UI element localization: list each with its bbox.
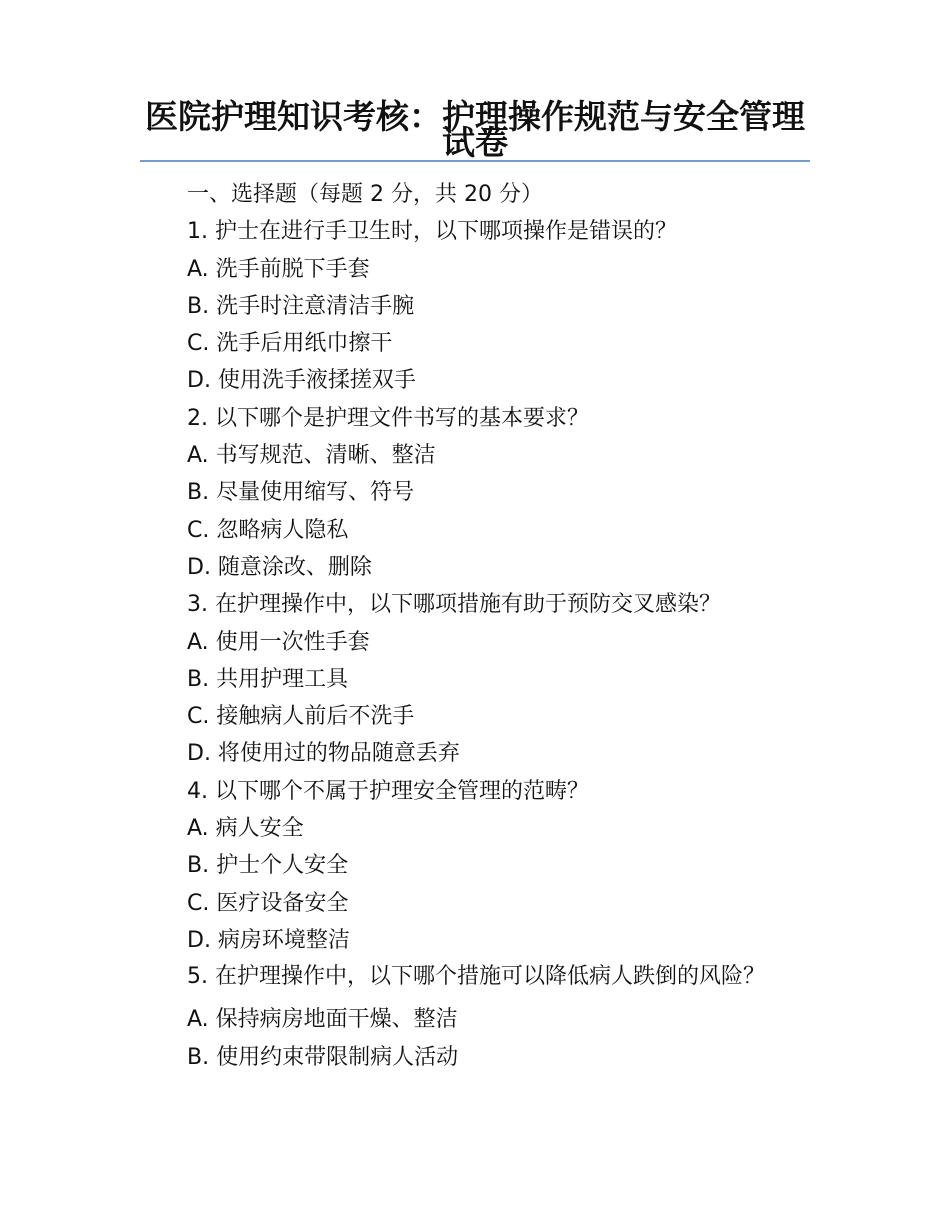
question-option: B. 使用约束带限制病人活动 [187, 1044, 459, 1070]
document-body [140, 176, 810, 1076]
question-option: D. 将使用过的物品随意丢弃 [187, 741, 460, 767]
question-option: A. 书写规范、清晰、整洁 [187, 443, 436, 469]
question-4 [140, 773, 810, 959]
question-option: D. 使用洗手液揉搓双手 [187, 368, 416, 394]
question-5 [140, 964, 810, 1076]
question-option: B. 洗手时注意清洁手腕 [187, 293, 415, 319]
question-option: A. 洗手前脱下手套 [187, 256, 370, 282]
question-option: A. 保持病房地面干燥、整洁 [187, 1007, 458, 1033]
question-2 [140, 400, 810, 586]
question-option: C. 医疗设备安全 [187, 890, 349, 916]
question-option: A. 使用一次性手套 [187, 629, 370, 655]
question-option: B. 共用护理工具 [187, 666, 349, 692]
question-1 [140, 213, 810, 399]
question-stem: 2. 以下哪个是护理文件书写的基本要求？ [187, 405, 589, 431]
question-stem: 5. 在护理操作中，以下哪个措施可以降低病人跌倒的风险？ [187, 964, 765, 990]
question-option: D. 病房环境整洁 [187, 927, 350, 953]
question-option: C. 洗手后用纸巾擦干 [187, 331, 393, 357]
question-option: C. 忽略病人隐私 [187, 517, 349, 543]
question-option: B. 护士个人安全 [187, 853, 349, 879]
question-option: D. 随意涂改、删除 [187, 554, 372, 580]
question-option: C. 接触病人前后不洗手 [187, 704, 415, 730]
section-heading: 一、选择题（每题 2 分，共 20 分） [187, 182, 543, 207]
question-stem: 3. 在护理操作中，以下哪项措施有助于预防交叉感染？ [187, 592, 721, 618]
document-title: 医院护理知识考核：护理操作规范与安全管理试卷 [145, 97, 805, 162]
question-3 [140, 586, 810, 772]
question-stem: 4. 以下哪个不属于护理安全管理的范畴？ [187, 778, 589, 804]
question-stem: 1. 护士在进行手卫生时，以下哪项操作是错误的？ [187, 219, 677, 245]
question-option: A. 病人安全 [187, 816, 304, 842]
question-option: B. 尽量使用缩写、符号 [187, 480, 415, 506]
title-underline [140, 160, 810, 162]
